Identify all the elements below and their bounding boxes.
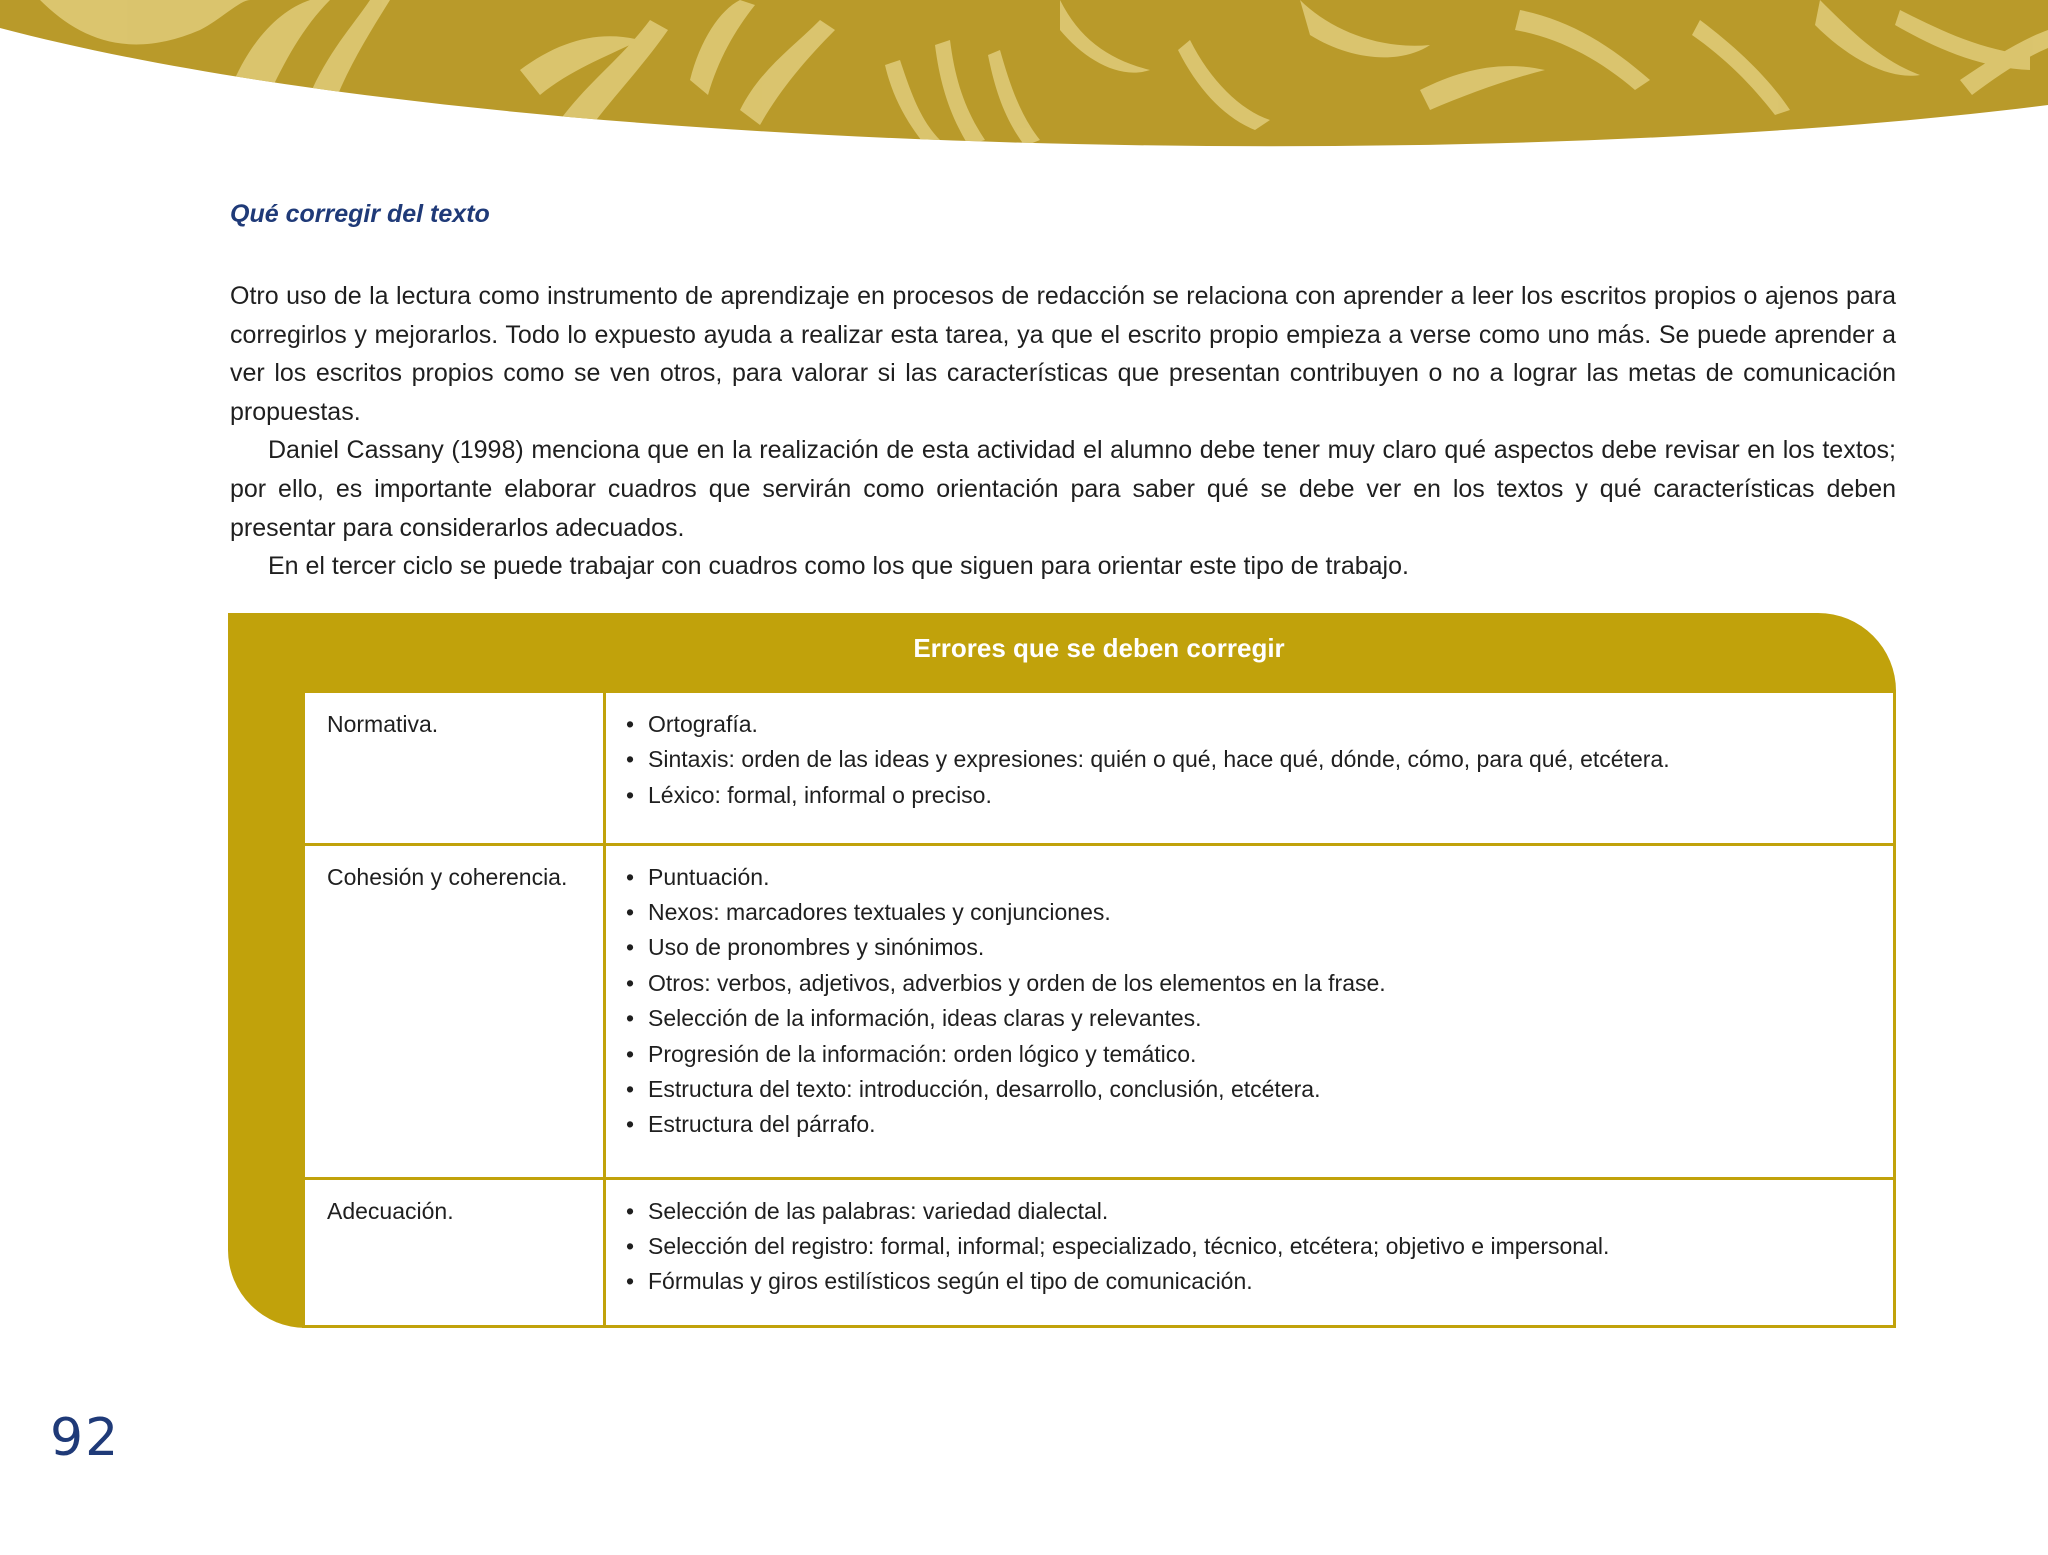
list-item: • Estructura del texto: introducción, desarrollo, conclusión, etcétera. [624, 1072, 1873, 1107]
table-body [302, 690, 1896, 1328]
bullet-list [624, 707, 1873, 813]
category-cell: Adecuación. [305, 1178, 605, 1325]
table-row [305, 844, 1893, 1178]
errors-table-frame [228, 613, 1896, 1328]
table-row [305, 1178, 1893, 1325]
list-item: • Selección del registro: formal, informal; especializado, técnico, etcétera; objetivo e impersonal. [624, 1229, 1873, 1264]
items-cell [605, 844, 1894, 1178]
list-item: • Nexos: marcadores textuales y conjunciones. [624, 895, 1873, 930]
list-item: • Progresión de la información: orden lógico y temático. [624, 1037, 1873, 1072]
items-cell [605, 693, 1894, 844]
list-item: • Selección de las palabras: variedad dialectal. [624, 1194, 1873, 1229]
items-cell [605, 1178, 1894, 1325]
list-item: • Estructura del párrafo. [624, 1107, 1873, 1142]
errors-table [305, 693, 1893, 1325]
paragraph: Daniel Cassany (1998) menciona que en la realización de esta actividad el alumno debe tener muy claro qué aspectos debe revisar en los textos; por ello, es importante elaborar cuadros que servirán como orientación para saber qué se debe ver en los textos y qué características deben presentar para considerarlos adecuados. [230, 436, 1896, 542]
body-text [230, 277, 1896, 586]
table-title: Errores que se deben corregir [913, 633, 1285, 663]
decorative-banner [0, 0, 2048, 170]
list-item: • Fórmulas y giros estilísticos según el tipo de comunicación. [624, 1264, 1873, 1299]
list-item: • Ortografía. [624, 707, 1873, 742]
bullet-list [624, 1194, 1873, 1300]
list-item: • Sintaxis: orden de las ideas y expresiones: quién o qué, hace qué, dónde, cómo, para qué, etcétera. [624, 742, 1873, 777]
table-row [305, 693, 1893, 844]
list-item: • Selección de la información, ideas claras y relevantes. [624, 1001, 1873, 1036]
list-item: • Uso de pronombres y sinónimos. [624, 930, 1873, 965]
list-item: • Otros: verbos, adjetivos, adverbios y orden de los elementos en la frase. [624, 966, 1873, 1001]
list-item: • Léxico: formal, informal o preciso. [624, 778, 1873, 813]
category-cell: Cohesión y coherencia. [305, 844, 605, 1178]
category-cell: Normativa. [305, 693, 605, 844]
page-number: 92 [50, 1408, 121, 1468]
paragraph: En el tercer ciclo se puede trabajar con cuadros como los que siguen para orientar este tipo de trabajo. [268, 552, 1409, 581]
list-item: • Puntuación. [624, 860, 1873, 895]
bullet-list [624, 860, 1873, 1143]
section-heading: Qué corregir del texto [230, 200, 490, 228]
paragraph: Otro uso de la lectura como instrumento de aprendizaje en procesos de redacción se relaciona con aprender a leer los escritos propios o ajenos para corregirlos y mejorarlos. Todo lo expuesto ayuda a realizar esta tarea, ya que el escrito propio empieza a verse como uno más. Se puede aprender a ver los escritos propios como se ven otros, para valorar si las características que presentan contribuyen o no a lograr las metas de comunicación propuestas. [230, 282, 1896, 426]
